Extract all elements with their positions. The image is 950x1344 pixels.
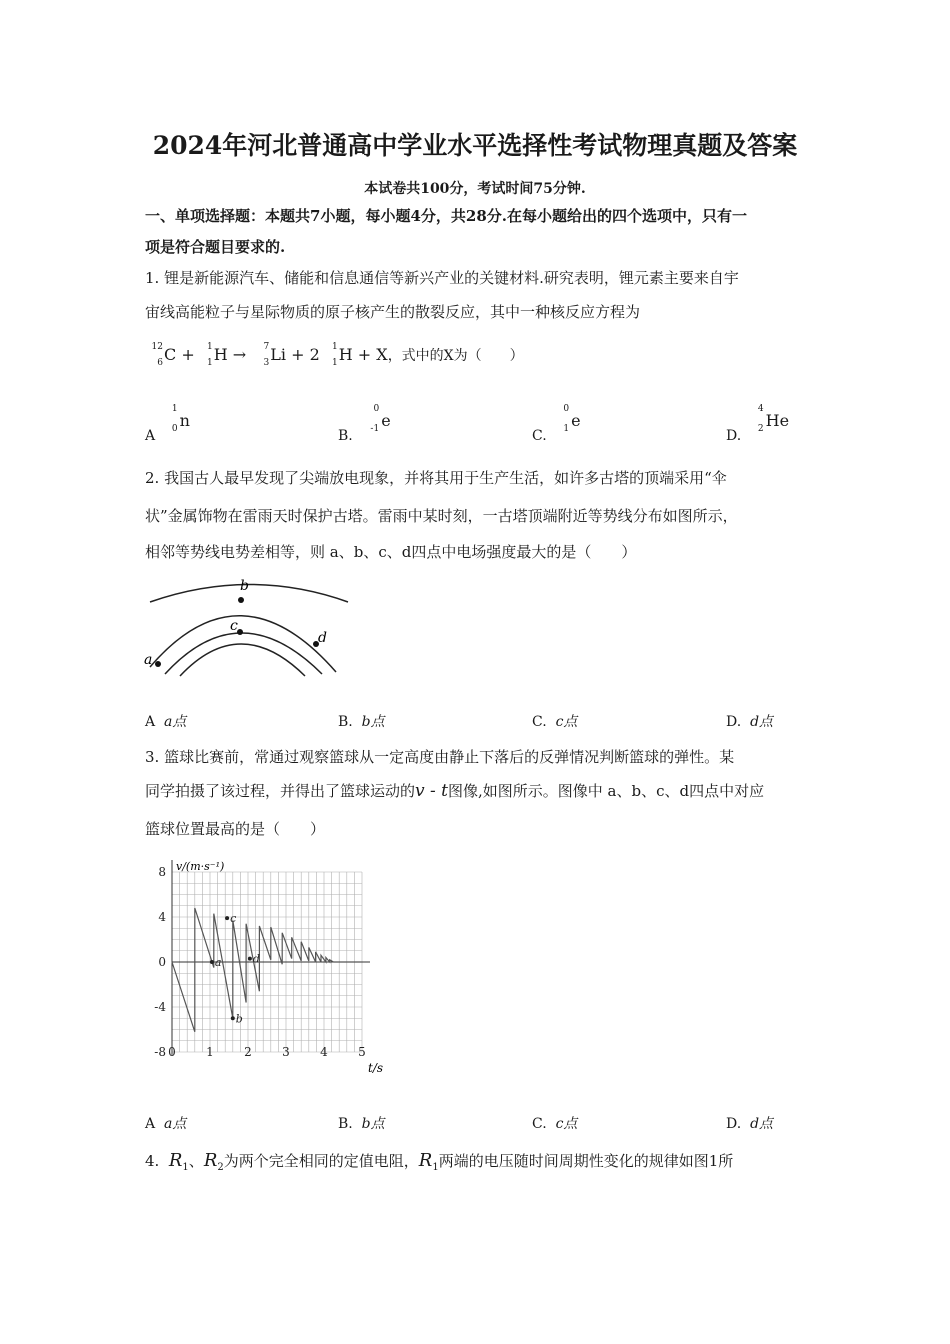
q3-option-b[interactable]: B. b点 [338, 1116, 385, 1132]
y-tick-label: -4 [154, 1000, 166, 1014]
chart-point-label-d: d [252, 952, 260, 966]
eq-c12: 12 6 [151, 342, 163, 368]
point-c [237, 629, 243, 635]
equipotential-line-1 [150, 585, 348, 603]
chart-point-a [210, 960, 214, 964]
q3-line2: 同学拍摄了该过程，并得出了篮球运动的v - t图像,如图所示。图像中 a、b、c、d四点中对应 [145, 781, 765, 801]
vt-symbol: v - t [415, 781, 449, 801]
chart-point-label-c: c [230, 912, 237, 926]
q2-option-b[interactable]: B. b点 [338, 714, 385, 730]
q3-option-c[interactable]: C. c点 [532, 1116, 578, 1132]
section-heading-line2: 项是符合题目要求的. [145, 238, 286, 256]
page-title: 2024年河北普通高中学业水平选择性考试物理真题及答案 [152, 131, 798, 160]
section-heading-line1: 一、单项选择题：本题共7小题，每小题4分，共28分.在每小题给出的四个选项中，只有一 [145, 207, 747, 225]
chart-xlabel: t/s [368, 1061, 384, 1075]
equipotential-line-4 [180, 644, 305, 676]
x-tick-label: 2 [244, 1045, 252, 1059]
q2-line1: 2. 我国古人最早发现了尖端放电现象，并将其用于生产生活，如许多古塔的顶端采用“伞 [145, 469, 727, 487]
q1-line2: 宙线高能粒子与星际物质的原子核产生的散裂反应，其中一种核反应方程为 [145, 303, 641, 321]
chart-point-b [231, 1016, 235, 1020]
q1-option-d[interactable]: D. 4 2 He [726, 404, 790, 444]
point-a [155, 661, 161, 667]
x-tick-label: 4 [320, 1045, 328, 1059]
q2-option-a[interactable]: A a点 [145, 714, 187, 730]
q1-line1: 1. 锂是新能源汽车、储能和信息通信等新兴产业的关键材料.研究表明，锂元素主要来自宇 [145, 269, 739, 287]
vt-chart [140, 852, 390, 1077]
chart-point-c [225, 916, 229, 920]
label-a: a [144, 652, 153, 668]
q1-option-a[interactable]: A 1 0 n [145, 404, 190, 444]
q4-line1: 4. $R_1$、$R_2$为两个完全相同的定值电阻，$R_1$两端的电压随时间周期性变化的规律如图1所 [145, 1150, 734, 1173]
equipotential-figure [140, 572, 360, 682]
q3-line3: 篮球位置最高的是（ ） [145, 820, 326, 838]
q2-line3: 相邻等势线电势差相等，则 a、b、c、d四点中电场强度最大的是（ ） [145, 543, 637, 561]
chart-series-line [172, 908, 362, 1032]
x-tick-label: 5 [358, 1045, 366, 1059]
chart-point-label-b: b [235, 1012, 243, 1026]
q1-equation: 12 6 C + 1 1 H → 7 3 Li + 2 1 1 H + X，式中的X为（ ） [145, 344, 524, 366]
q1-option-c[interactable]: C. 0 1 e [532, 404, 581, 444]
q3-option-a[interactable]: A a点 [145, 1116, 187, 1132]
x-tick-label: 3 [282, 1045, 290, 1059]
eq-h1b: 1 1 [332, 342, 338, 368]
label-c: c [230, 618, 238, 634]
x-tick-label: 1 [206, 1045, 214, 1059]
label-d: d [318, 630, 327, 646]
q2-option-c[interactable]: C. c点 [532, 714, 578, 730]
y-tick-label: 0 [158, 955, 166, 969]
chart-point-label-a: a [214, 956, 222, 969]
q2-line2: 状”金属饰物在雷雨天时保护古塔。雷雨中某时刻，一古塔顶端附近等势线分布如图所示， [145, 507, 738, 525]
chart-ylabel: v/(m·s⁻¹) [176, 860, 225, 873]
q2-option-d[interactable]: D. d点 [726, 714, 774, 730]
y-tick-label: -8 [154, 1045, 166, 1059]
chart-point-d [248, 957, 252, 961]
eq-h1: 1 1 [207, 342, 213, 368]
y-tick-label: 4 [158, 910, 166, 924]
point-b [238, 597, 244, 603]
q1-option-b[interactable]: B. 0 -1 e [338, 404, 391, 444]
q1-equation-tail: ，式中的X为（ ） [387, 348, 524, 364]
eq-li7: 7 3 [263, 342, 270, 368]
label-b: b [240, 578, 249, 594]
q3-option-d[interactable]: D. d点 [726, 1116, 774, 1132]
x-tick-label: 0 [168, 1045, 176, 1059]
q3-line1: 3. 篮球比赛前，常通过观察篮球从一定高度由静止下落后的反弹情况判断篮球的弹性。某 [145, 748, 735, 766]
y-tick-label: 8 [158, 865, 166, 879]
exam-info: 本试卷共100分，考试时间75分钟. [364, 181, 586, 197]
